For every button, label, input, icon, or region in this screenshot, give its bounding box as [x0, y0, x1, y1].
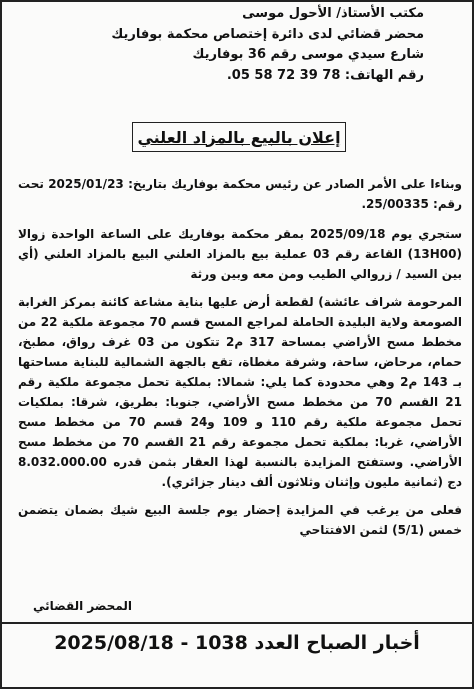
bidding-conditions: فعلى من يرغب في المزايدة إحضار يوم جلسة البيع شيك بضمان يتضمن خمس (5/1) لثمن الافتتاحي [18, 503, 462, 537]
title-box [132, 122, 346, 152]
notice-body [18, 174, 462, 550]
property-description: المرحومة شراف عائشة) لقطعة أرض عليها بناية مشاعة كائنة بمركز الغرابة الصومعة ولاية البليدة الحاملة لمراجع المسح قسم 70 مجموعة ملكية 22 من مخطط مسح الأراضي بمساحة 317 م2 تتكون من 03 غرف رواق، مطبخ، حمام، مرحاض، ساحة، وشرفة مغطاة، تقع بالجهة الشمالية للبناية مساحتها بـ 143 م2 وهي محدودة كما يلي: شمالا: بملكية تحمل مجموعة ملكية رقم 21 القسم 70 من مخطط مسح الأراضي، جنوبا: بطريق، شرقا: بملكيات تحمل مجموعة ملكية رقم 110 و 109 و24 قسم 70 من مخطط مسح الأراضي، غربا: بملكية تحمل مجموعة رقم 21 القسم 70 من مخطط مسح الأراضي. وستفتح المزايدة بالنسبة لهذا العقار بثمن قدره 8.032.000.00 دج (ثمانية مليون وإثنان وثلاثون ألف دينار جزائري). [18, 295, 463, 489]
publication-footer [2, 632, 472, 654]
publication-name: أخبار الصباح العدد 1038 - [180, 632, 420, 654]
bailiff-header [44, 4, 424, 86]
bailiff-title: محضر قضائي لدى دائرة إختصاص محكمة بوفاريك [111, 26, 424, 42]
auction-schedule: ستجري يوم 2025/09/18 بمقر محكمة بوفاريك على الساعة الواحدة زوالا (13H00) القاعة رقم 03 عملية بيع بالمزاد العلني البيع بالمزاد العلني (أي بين السيد / زروالي الطيب ومن معه وبين ورثة [18, 227, 463, 281]
footer-divider [2, 622, 472, 624]
publication-date: 2025/08/18 [54, 632, 174, 654]
office-name: مكتب الأستاذ/ الأحول موسى [242, 6, 424, 21]
office-address: شارع سيدي موسى رقم 36 بوفاريك [192, 47, 424, 62]
signature: المحضر القضائي [32, 599, 132, 613]
order-reference: وبناءا على الأمر الصادر عن رئيس محكمة بوفاريك بتاريخ: 2025/01/23 تحت رقم: 25/00335. [18, 177, 462, 211]
notice-title: إعلان بالبيع بالمزاد العلني [137, 127, 341, 147]
office-phone: رقم الهاتف: 78 39 72 58 05. [226, 67, 424, 83]
